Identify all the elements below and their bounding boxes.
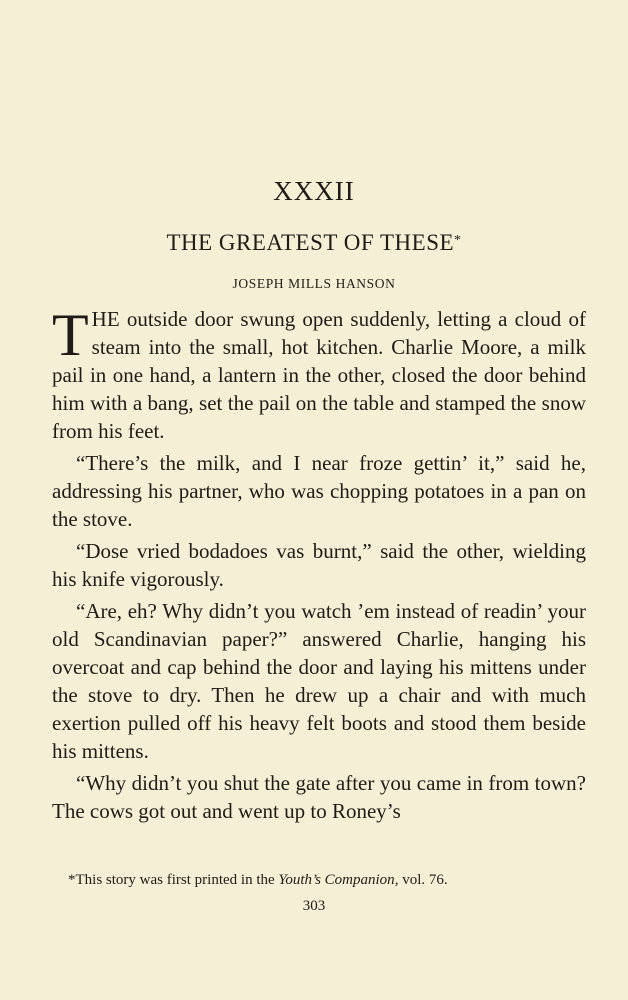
paragraph — [52, 302, 586, 445]
author-byline: JOSEPH MILLS HANSON — [232, 276, 396, 291]
footnote-text: This story was first printed in the — [75, 872, 279, 888]
page-number: 303 — [302, 898, 326, 914]
paragraph-text: HE outside door swung open suddenly, letting a cloud of steam into the small, hot kitchen. Charlie Moore, a milk pail in one hand, a lantern in the other, closed the door behind him with a bang, set the pail on the table and stamped the snow from his feet. — [52, 307, 586, 443]
paragraph: “Dose vried bodadoes vas burnt,” said the other, wielding his knife vigorously. — [52, 539, 586, 591]
story-title-text: THE GREATEST OF THESE — [166, 230, 455, 255]
drop-cap: T — [52, 302, 89, 368]
publication-title: Youth’s Companion — [278, 872, 395, 888]
footnote-volume: , vol. 76. — [394, 872, 448, 888]
footnote-marker: * — [454, 233, 462, 248]
story-body — [52, 302, 586, 829]
chapter-number: XXXII — [273, 176, 355, 206]
story-title — [0, 230, 628, 256]
paragraph: “There’s the milk, and I near froze gettin’ it,” said he, addressing his partner, who was chopping potatoes in a pan on the stove. — [52, 451, 586, 531]
paragraph: “Why didn’t you shut the gate after you came in from town? The cows got out and went up to Roney’s — [52, 771, 586, 823]
footnote — [68, 872, 588, 889]
footnote-marker: * — [68, 872, 76, 888]
paragraph: “Are, eh? Why didn’t you watch ’em instead of readin’ your old Scandinavian paper?” answered Charlie, hanging his overcoat and cap behind the door and laying his mittens under the stove to dry. Then he drew up a chair and with much exertion pulled off his heavy felt boots and stood them beside his mittens. — [52, 599, 586, 763]
